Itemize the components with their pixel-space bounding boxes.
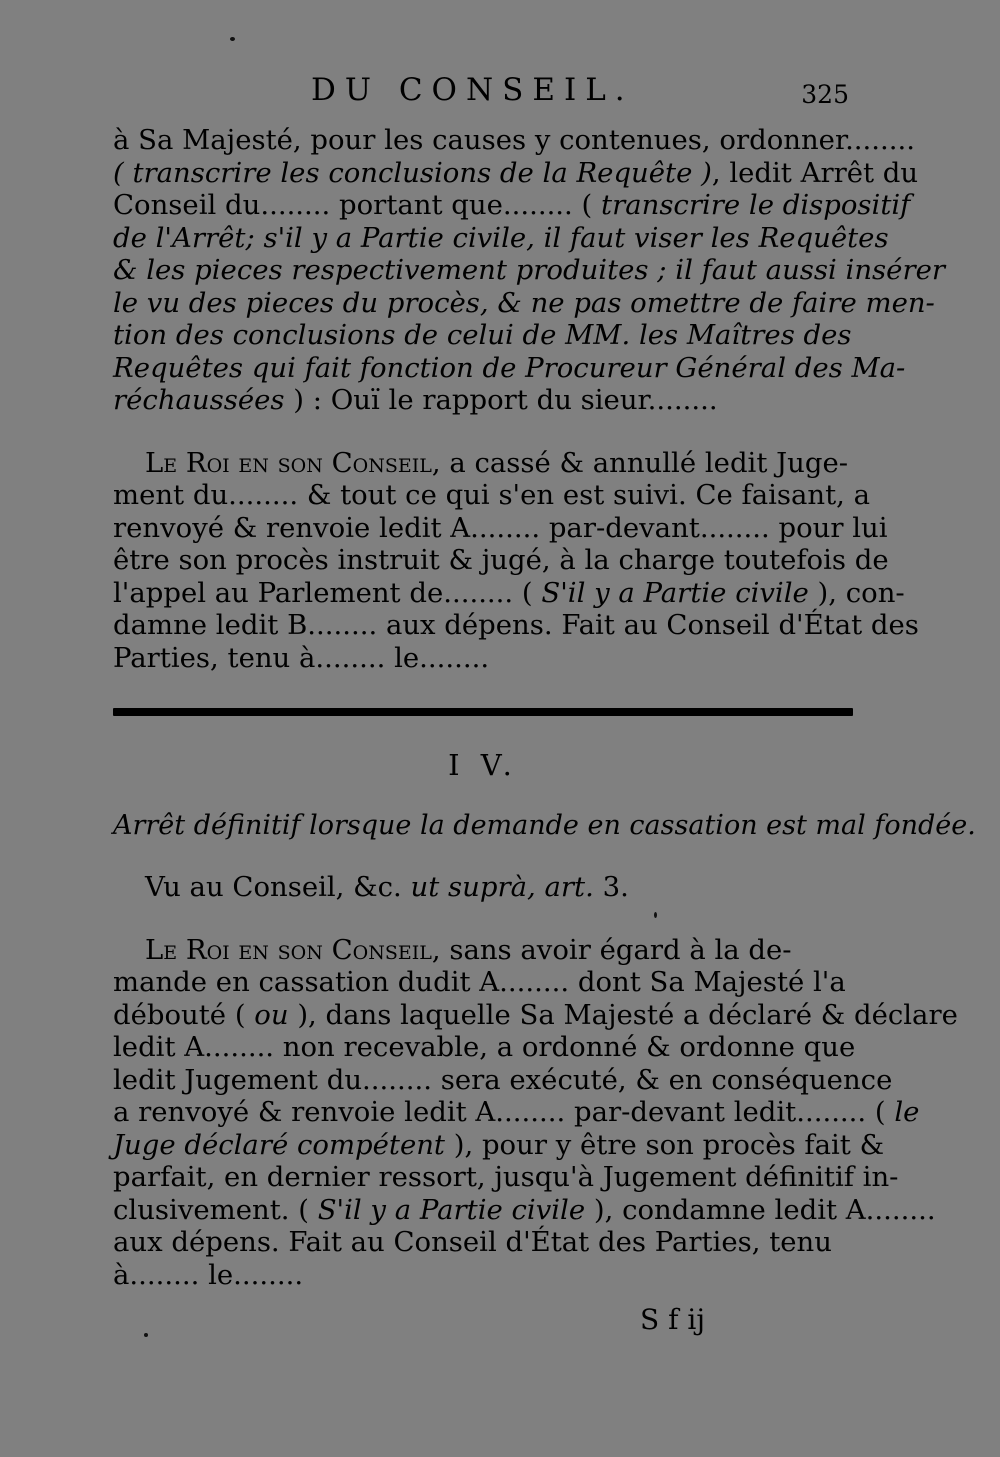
italic-note: ( transcrire les conclusions de la Requête ) xyxy=(113,156,712,189)
paragraph-king-dismissal xyxy=(113,934,853,967)
text-line xyxy=(113,998,958,1032)
text-line: aux dépens. Fait au Conseil d'État des Parties, tenu xyxy=(113,1226,832,1258)
italic-note: ou xyxy=(254,998,289,1031)
text-span: , ledit Arrêt du xyxy=(711,156,919,189)
text-line xyxy=(113,189,911,222)
signature-mark: S f ij xyxy=(640,1303,705,1336)
text-line xyxy=(145,447,853,480)
italic-note: S'il y a Partie civile xyxy=(317,1193,586,1226)
text-line: damne ledit B........ aux dépens. Fait au Conseil d'État des xyxy=(113,609,919,641)
italic-line: tion des conclusions de celui de MM. les Maîtres des xyxy=(113,319,852,351)
text-span: ), pour y être son procès fait & xyxy=(445,1128,885,1161)
text-span: , a cassé & annullé ledit Juge- xyxy=(431,446,849,479)
text-span: 3. xyxy=(593,871,629,903)
italic-line: le vu des pieces du procès, & ne pas omettre de faire men- xyxy=(113,286,935,319)
text-line: à Sa Majesté, pour les causes y contenues, ordonner........ xyxy=(113,124,915,156)
small-caps-heading: Le Roi en son Conseil xyxy=(145,446,432,479)
text-line xyxy=(145,934,853,967)
text-line: être son procès instruit & jugé, à la charge toutefois de xyxy=(113,544,889,576)
paragraph-king-dismissal-cont xyxy=(113,966,958,1291)
text-line: ledit Jugement du........ sera exécuté, & en conséquence xyxy=(113,1063,893,1096)
page-number: 325 xyxy=(801,80,849,109)
text-line: à........ le........ xyxy=(113,1258,304,1291)
text-line xyxy=(113,156,919,190)
italic-line: & les pieces respectivement produites ; il faut aussi insérer xyxy=(113,254,946,286)
text-line: mande en cassation dudit A........ dont Sa Majesté l'a xyxy=(113,966,846,998)
text-span: ), condamne ledit A........ xyxy=(585,1193,936,1226)
italic-note: transcrire le dispositif xyxy=(601,189,911,221)
text-line: renvoyé & renvoie ledit A........ par-devant........ pour lui xyxy=(113,511,888,544)
italic-note: le xyxy=(894,1096,920,1128)
paragraph-king-cassation xyxy=(113,447,853,480)
text-line: ledit A........ non recevable, a ordonné & ordonne que xyxy=(113,1031,856,1063)
text-span: ), con- xyxy=(808,576,905,609)
text-span: ), dans laquelle Sa Majesté a déclaré & déclare xyxy=(288,998,958,1031)
text-span: Conseil du........ portant que........ ( xyxy=(113,189,602,221)
italic-note: Juge déclaré compétent xyxy=(113,1128,445,1161)
ink-speck xyxy=(230,37,235,41)
small-caps-heading: Le Roi en son Conseil xyxy=(145,933,432,966)
section-numeral: I V. xyxy=(448,748,518,782)
text-line xyxy=(145,871,853,904)
page-header xyxy=(113,72,853,124)
paragraph-vu-au-conseil xyxy=(113,871,853,904)
text-line xyxy=(113,384,853,417)
text-line xyxy=(113,1096,920,1129)
text-span: Vu au Conseil, &c. xyxy=(145,871,411,903)
running-head: DU CONSEIL. xyxy=(311,72,634,108)
italic-line: Requêtes qui fait fonction de Procureur Général des Ma- xyxy=(113,351,906,384)
text-line: Parties, tenu à........ le........ xyxy=(113,641,490,674)
text-line xyxy=(113,576,905,610)
text-line xyxy=(113,1193,936,1227)
section-title: Arrêt définitif lorsque la demande en cassation est mal fondée. xyxy=(113,810,976,841)
text-line: parfait, en dernier ressort, jusqu'à Jugement définitif in- xyxy=(113,1161,899,1193)
text-span: débouté ( xyxy=(113,998,255,1031)
text-span: clusivement. ( xyxy=(113,1193,318,1226)
paragraph-king-cassation-cont xyxy=(113,479,919,674)
italic-note: ut suprà, art. xyxy=(410,871,594,903)
section-rule xyxy=(113,708,853,716)
paragraph-continued-arret xyxy=(113,124,946,417)
text-span: , sans avoir égard à la de- xyxy=(431,933,792,966)
text-span: ) : Ouï le rapport du sieur........ xyxy=(284,384,718,416)
text-span: a renvoyé & renvoie ledit A........ par-devant ledit........ ( xyxy=(113,1096,895,1128)
text-span: l'appel au Parlement de........ ( xyxy=(113,576,542,609)
italic-line: de l'Arrêt; s'il y a Partie civile, il faut viser les Requêtes xyxy=(113,221,889,254)
italic-note: réchaussées xyxy=(113,384,285,416)
text-line xyxy=(113,1128,885,1162)
italic-note: S'il y a Partie civile xyxy=(541,576,809,609)
text-line: ment du........ & tout ce qui s'en est suivi. Ce faisant, a xyxy=(113,479,871,511)
book-page xyxy=(113,72,976,1336)
